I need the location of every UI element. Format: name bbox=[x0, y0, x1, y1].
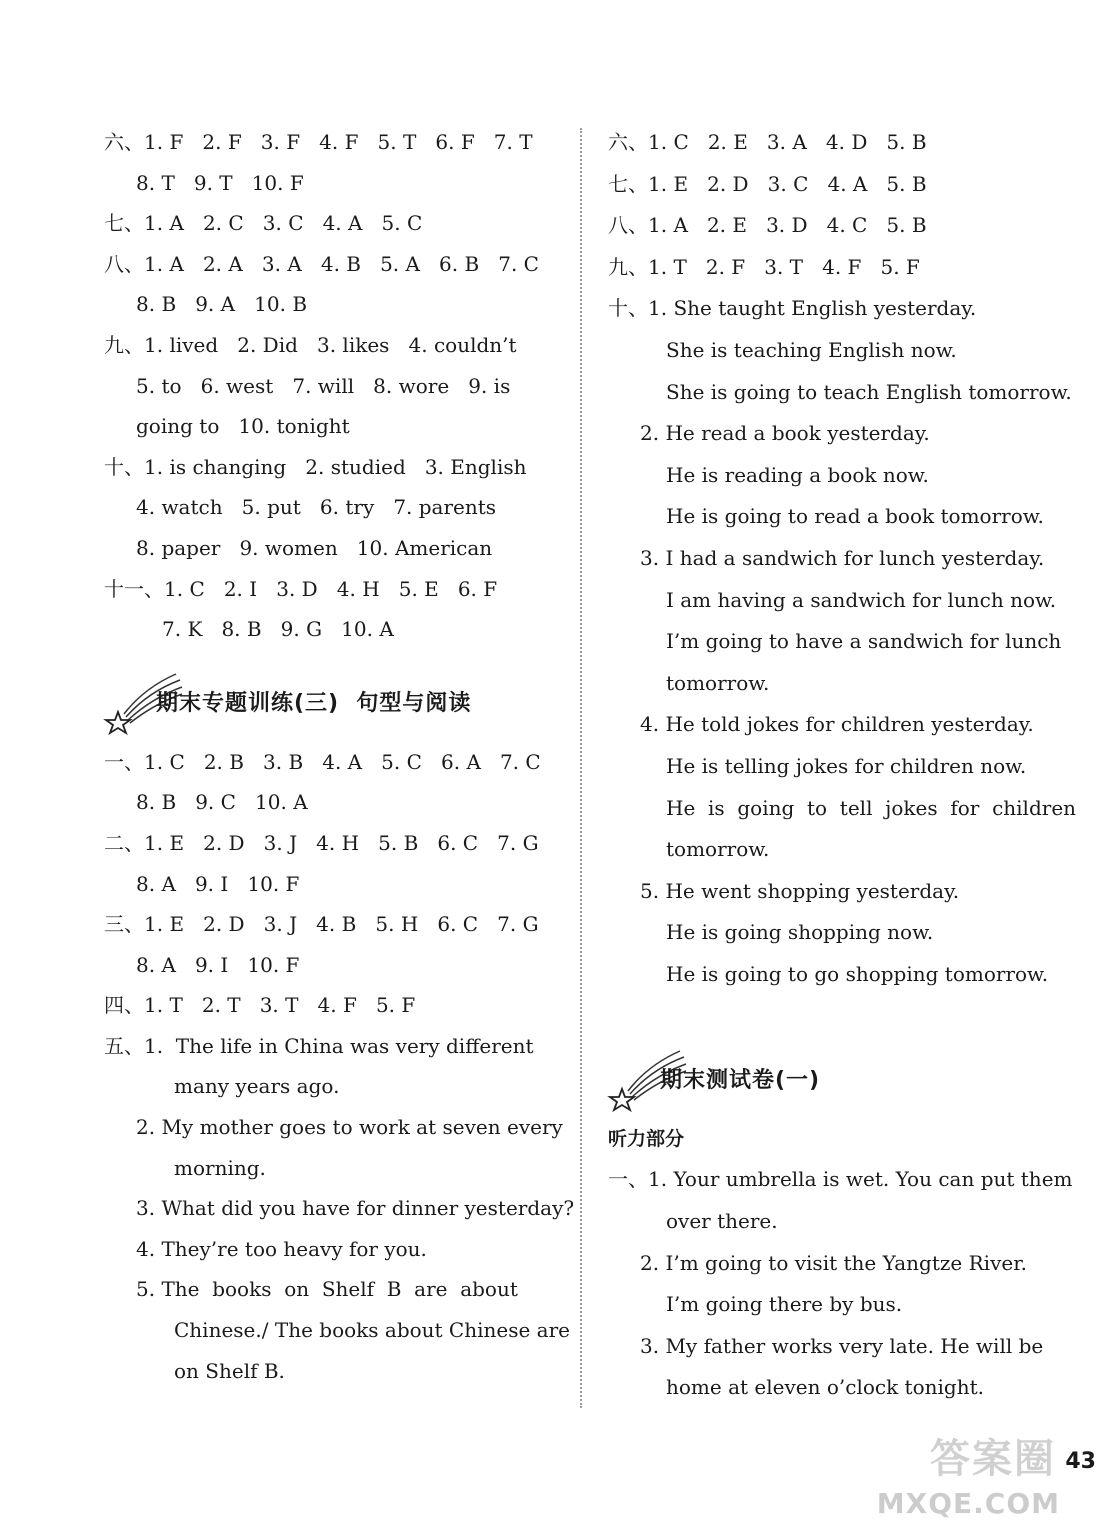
answer-line: 六、1. C 2. E 3. A 4. D 5. B bbox=[608, 130, 927, 154]
answer-line: Chinese./ The books about Chinese are bbox=[174, 1318, 571, 1343]
right-answer-block-1 bbox=[608, 122, 1077, 995]
answer-line: 5. to 6. west 7. will 8. wore 9. is bbox=[136, 373, 511, 398]
right-column bbox=[608, 122, 1077, 1409]
section-header-left bbox=[104, 670, 564, 734]
right-answer-block-2 bbox=[608, 1159, 1073, 1409]
answer-line: tomorrow. bbox=[666, 837, 770, 862]
answer-line: tomorrow. bbox=[666, 670, 770, 695]
watermark-logo-text: 答案圈 bbox=[930, 1436, 1056, 1482]
answer-line: 5. The books on Shelf B are about bbox=[136, 1277, 518, 1302]
answer-line: 7. K 8. B 9. G 10. A bbox=[162, 617, 394, 642]
answer-line: many years ago. bbox=[174, 1074, 340, 1099]
left-answer-block-2 bbox=[104, 742, 575, 1392]
answer-line: 8. T 9. T 10. F bbox=[136, 170, 304, 195]
left-column bbox=[104, 122, 575, 1391]
section-title: 期末测试卷(一) bbox=[660, 1068, 821, 1094]
answer-line: 四、1. T 2. T 3. T 4. F 5. F bbox=[104, 993, 416, 1018]
answer-line: 三、1. E 2. D 3. J 4. B 5. H 6. C 7. G bbox=[104, 912, 539, 937]
answer-line: 八、1. A 2. A 3. A 4. B 5. A 6. B 7. C bbox=[104, 251, 539, 276]
column-divider bbox=[580, 128, 582, 1408]
subsection-title: 听力部分 bbox=[608, 1128, 685, 1151]
answer-line: I’m going to have a sandwich for lunch bbox=[666, 629, 1062, 654]
page-footer bbox=[876, 1436, 1096, 1526]
answer-line: going to 10. tonight bbox=[136, 414, 350, 439]
answer-line: I’m going there by bus. bbox=[666, 1292, 903, 1317]
answer-line: 8. A 9. I 10. F bbox=[136, 871, 300, 896]
answer-line: 十、1. She taught English yesterday. bbox=[608, 296, 977, 321]
answer-line: 2. I’m going to visit the Yangtze River. bbox=[640, 1250, 1027, 1275]
answer-line: 2. My mother goes to work at seven every bbox=[136, 1115, 563, 1140]
answer-line: He is going to tell jokes for children bbox=[666, 795, 1077, 820]
answer-line: 九、1. lived 2. Did 3. likes 4. couldn’t bbox=[104, 332, 517, 357]
answer-line: 七、1. E 2. D 3. C 4. A 5. B bbox=[608, 171, 927, 196]
answer-line: 4. watch 5. put 6. try 7. parents bbox=[136, 495, 497, 520]
answer-line: I am having a sandwich for lunch now. bbox=[666, 587, 1057, 612]
answer-line: 一、1. C 2. B 3. B 4. A 5. C 6. A 7. C bbox=[104, 749, 541, 774]
answer-line: on Shelf B. bbox=[174, 1358, 285, 1383]
answer-line: over there. bbox=[666, 1209, 778, 1234]
answer-line: 八、1. A 2. E 3. D 4. C 5. B bbox=[608, 213, 927, 238]
answer-line: He is telling jokes for children now. bbox=[666, 753, 1027, 778]
answer-line: He is going shopping now. bbox=[666, 920, 934, 945]
answer-line: 8. B 9. A 10. B bbox=[136, 292, 308, 317]
answer-line: She is going to teach English tomorrow. bbox=[666, 379, 1072, 404]
answer-line: She is teaching English now. bbox=[666, 337, 957, 362]
answer-line: 3. I had a sandwich for lunch yesterday. bbox=[640, 545, 1045, 570]
section-title: 期末专题训练(三) 句型与阅读 bbox=[156, 690, 472, 716]
answer-line: 一、1. Your umbrella is wet. You can put them bbox=[608, 1167, 1073, 1192]
answer-line: He is going to go shopping tomorrow. bbox=[666, 961, 1049, 986]
answer-line: 3. My father works very late. He will be bbox=[640, 1333, 1044, 1358]
answer-line: 8. paper 9. women 10. American bbox=[136, 535, 493, 560]
answer-line: He is reading a book now. bbox=[666, 462, 929, 487]
answer-line: home at eleven o’clock tonight. bbox=[666, 1375, 984, 1400]
answer-line: morning. bbox=[174, 1155, 266, 1180]
answer-line: 8. B 9. C 10. A bbox=[136, 790, 308, 815]
answer-line: 4. He told jokes for children yesterday. bbox=[640, 712, 1034, 737]
answer-line: 九、1. T 2. F 3. T 4. F 5. F bbox=[608, 254, 920, 279]
watermark-url: MXQE.COM bbox=[876, 1487, 1060, 1520]
answer-line: 5. He went shopping yesterday. bbox=[640, 878, 960, 903]
answer-line: 六、1. F 2. F 3. F 4. F 5. T 6. F 7. T bbox=[104, 130, 533, 154]
answer-line: 七、1. A 2. C 3. C 4. A 5. C bbox=[104, 211, 423, 236]
answer-line: 十一、1. C 2. I 3. D 4. H 5. E 6. F bbox=[104, 576, 498, 601]
answer-line: 十、1. is changing 2. studied 3. English bbox=[104, 454, 527, 479]
answer-line: 2. He read a book yesterday. bbox=[640, 421, 930, 446]
answer-line: 8. A 9. I 10. F bbox=[136, 952, 300, 977]
answer-line: 4. They’re too heavy for you. bbox=[136, 1236, 427, 1261]
answer-line: He is going to read a book tomorrow. bbox=[666, 504, 1044, 529]
left-answer-block-1 bbox=[104, 122, 564, 650]
answer-line: 五、1. The life in China was very different bbox=[104, 1033, 534, 1058]
section-header-right bbox=[608, 1047, 1068, 1111]
page-number: 43 bbox=[1065, 1449, 1096, 1474]
answer-line: 3. What did you have for dinner yesterday? bbox=[136, 1196, 575, 1221]
answer-line: 二、1. E 2. D 3. J 4. H 5. B 6. C 7. G bbox=[104, 830, 539, 855]
